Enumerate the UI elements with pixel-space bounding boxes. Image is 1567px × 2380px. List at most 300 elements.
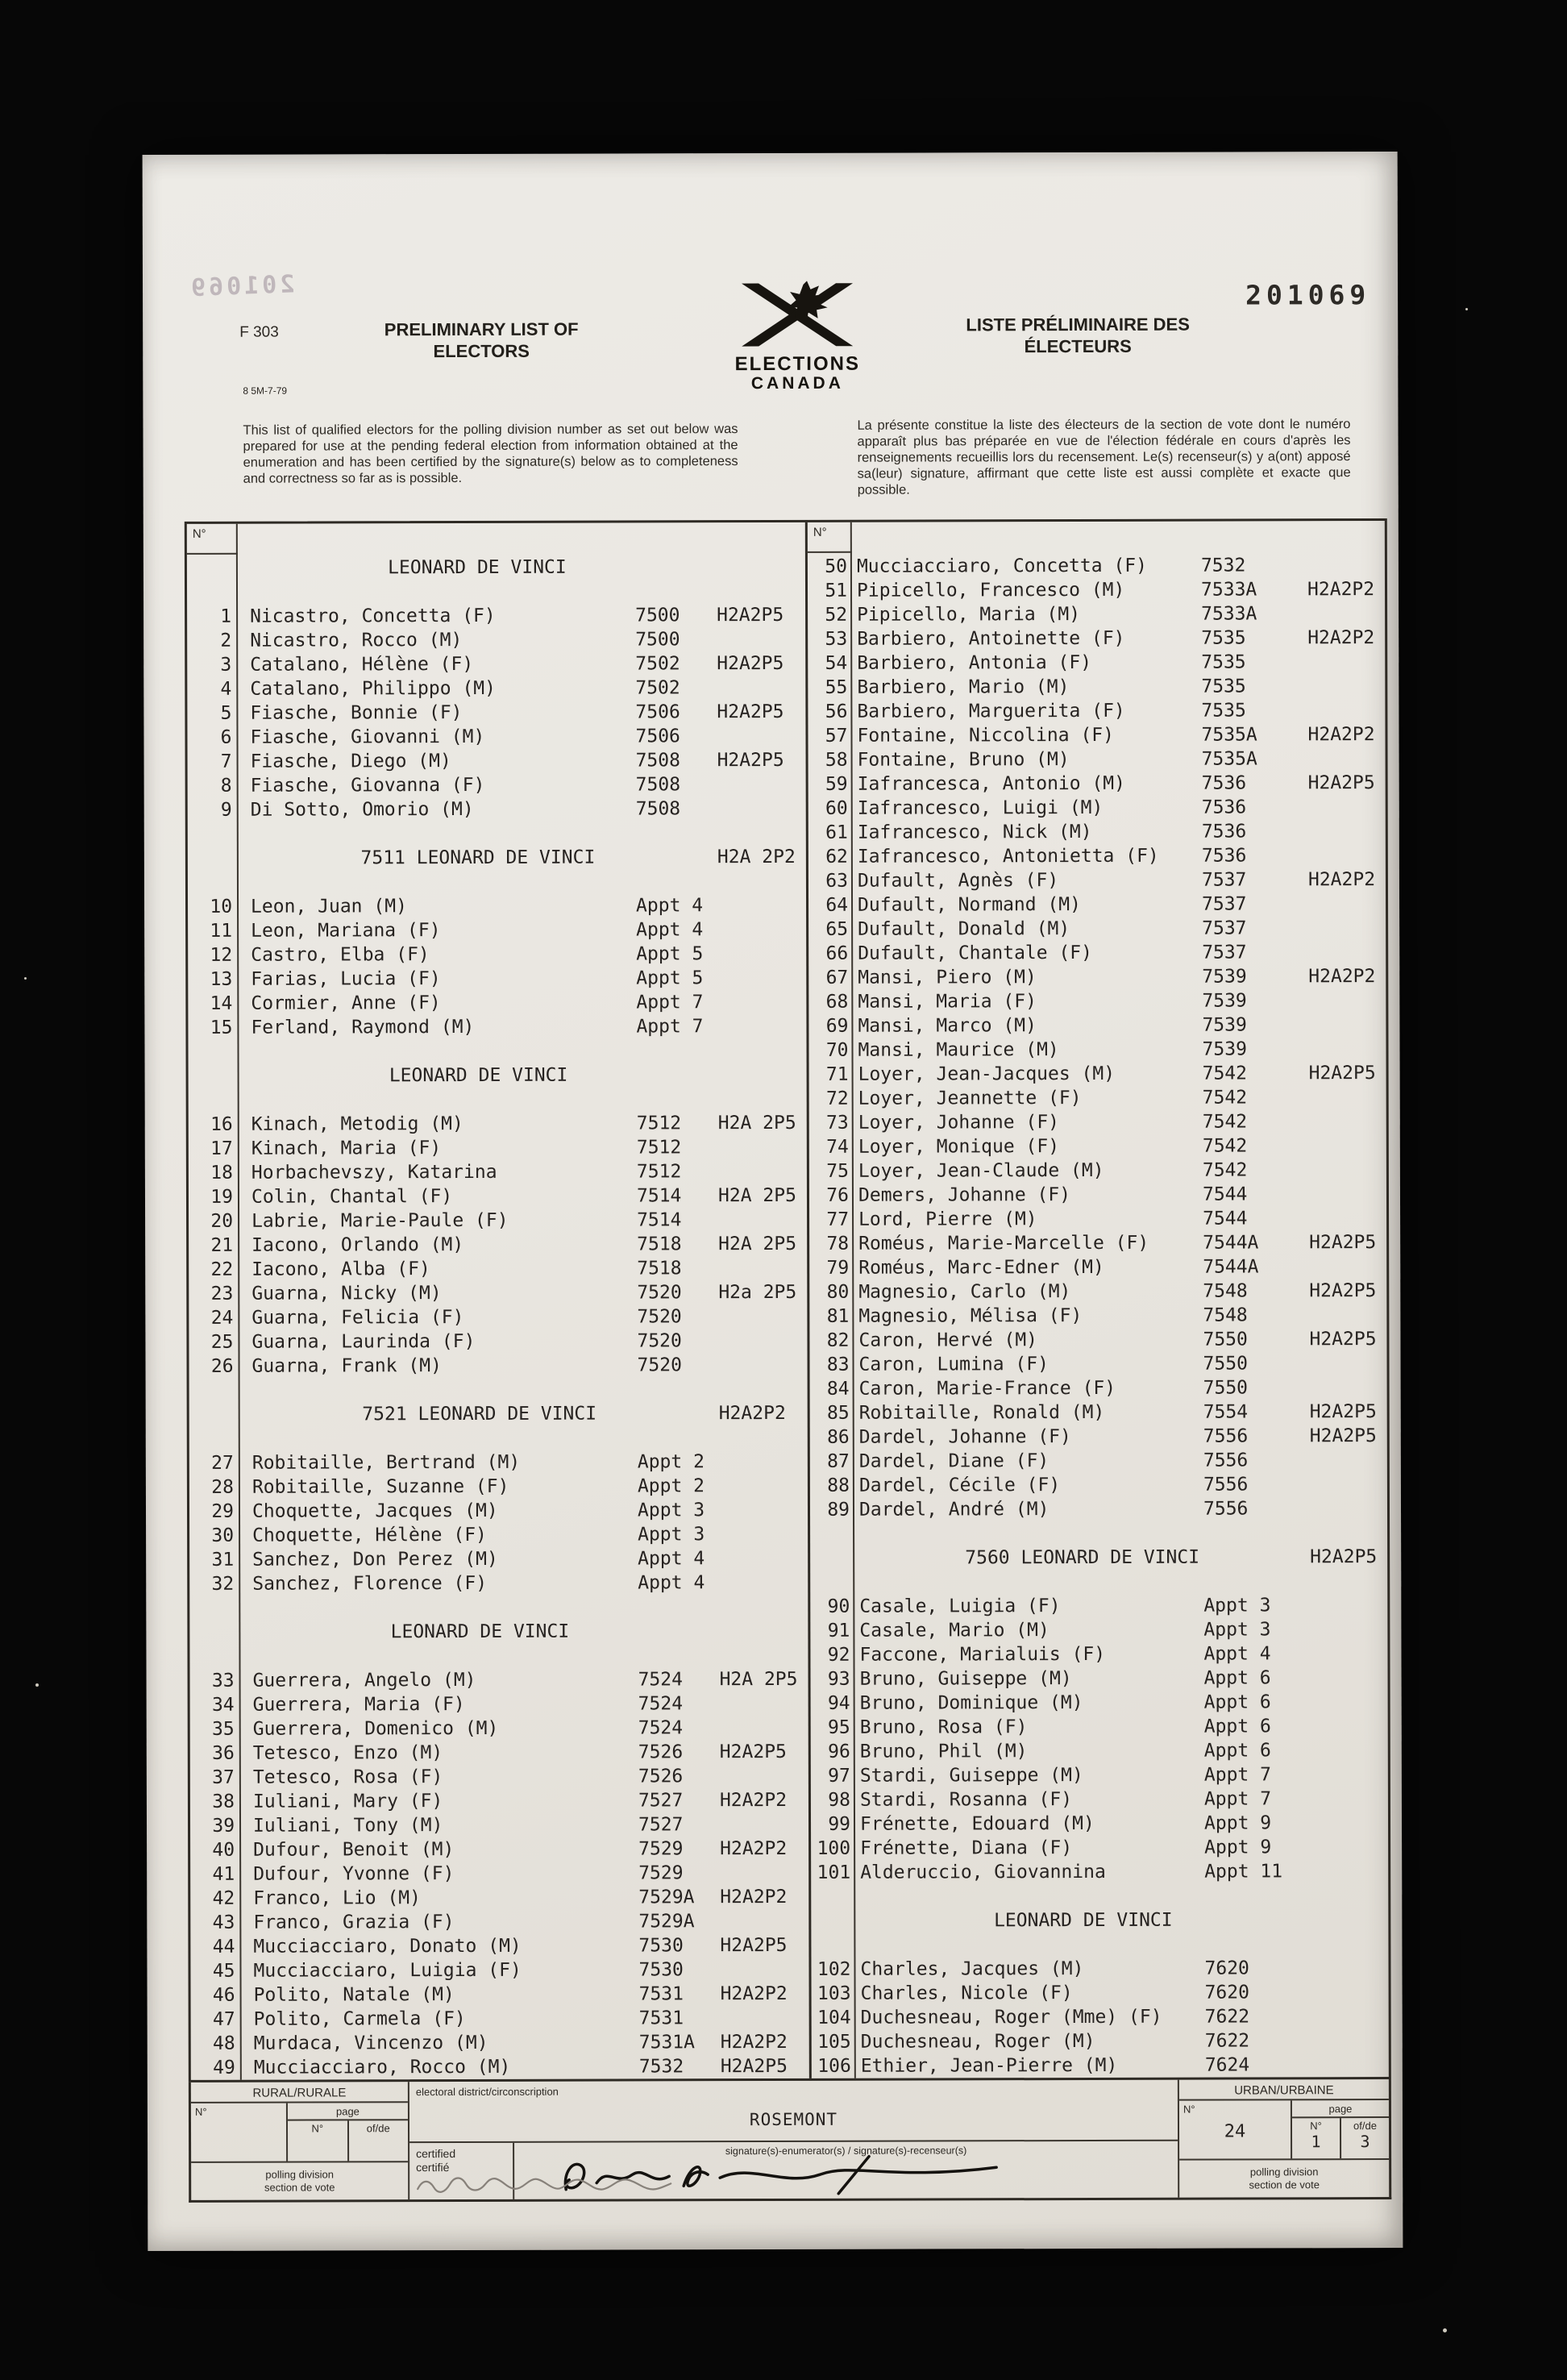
- urban-no-cell: [1179, 2100, 1292, 2158]
- spacer: [189, 1403, 240, 1427]
- postal-code: [719, 1498, 810, 1522]
- postal-code: [718, 1353, 809, 1377]
- postal-code: [717, 724, 808, 748]
- elector-number: 77: [826, 1209, 850, 1230]
- elector-number: 33: [211, 1670, 235, 1691]
- elector-row: [808, 988, 1390, 1014]
- street-or-apt-number: 7526: [638, 1741, 684, 1763]
- postal-code: H2A2P5: [1309, 1425, 1377, 1447]
- postal-code: H2A 2P5: [717, 1112, 796, 1134]
- elector-row: [809, 1085, 1391, 1111]
- elector-number: 65: [825, 918, 849, 940]
- elector-name: Charles, Nicole (F): [860, 1983, 1073, 2004]
- dust-speck: [35, 1683, 39, 1687]
- elector-row: [812, 2053, 1394, 2078]
- street-or-apt-number: 7535: [1201, 700, 1246, 722]
- elector-row: [191, 2030, 809, 2056]
- street-or-apt-number: 7508: [635, 798, 681, 820]
- elector-row: [808, 819, 1390, 845]
- elector-name: Mucciacciaro, Luigia (F): [253, 1959, 522, 1982]
- elector-row: [187, 676, 805, 701]
- postal-code: H2A2P5: [717, 701, 784, 723]
- street-or-apt-number: 7529A: [638, 1887, 695, 1908]
- street-or-apt-number: 7520: [637, 1306, 682, 1328]
- elector-name: Pipicello, Maria (M): [857, 603, 1081, 626]
- street-or-apt-number: 7537: [1202, 917, 1247, 939]
- postal-code: [1310, 1472, 1392, 1496]
- section-postal-code: H2A2P5: [1310, 1546, 1378, 1568]
- postal-code: H2A2P5: [717, 652, 784, 675]
- spacer-row: [189, 1595, 808, 1621]
- street-or-apt-number: 7536: [1201, 772, 1247, 794]
- postal-code: [1311, 1835, 1393, 1859]
- elector-number: 82: [826, 1329, 850, 1351]
- postal-code: [717, 797, 808, 821]
- elector-name: Stardi, Guiseppe (M): [859, 1764, 1083, 1787]
- elector-number: 106: [817, 2055, 851, 2077]
- right-column: [808, 521, 1394, 2078]
- elector-row: [189, 1208, 807, 1234]
- postal-code: [719, 1571, 810, 1595]
- elector-row: [190, 1933, 808, 1959]
- spacer: [811, 1909, 855, 1933]
- title-french-line2: ÉLECTEURS: [1024, 335, 1132, 357]
- elector-row: [190, 1740, 808, 1766]
- spacer-row: [811, 1932, 1393, 1958]
- elector-number: 79: [826, 1257, 850, 1279]
- elector-name: Nicastro, Rocco (M): [250, 630, 463, 651]
- ofde-label: of/de: [1353, 2120, 1377, 2132]
- elector-number: 73: [826, 1112, 849, 1134]
- elector-row: [812, 1980, 1394, 2006]
- street-or-apt-number: 7512: [636, 1113, 682, 1134]
- elector-name: Sanchez, Florence (F): [252, 1572, 488, 1595]
- dust-speck: [1443, 2328, 1447, 2332]
- elector-row: [808, 843, 1390, 869]
- elector-name: Tetesco, Rosa (F): [252, 1766, 443, 1788]
- elector-name: Caron, Lumina (F): [858, 1354, 1049, 1375]
- elector-row: [189, 1474, 808, 1500]
- postal-code: [1307, 674, 1390, 698]
- elector-name: Alderuccio, Giovannina: [860, 1861, 1106, 1883]
- elector-name: Bruno, Rosa (F): [859, 1716, 1028, 1738]
- postal-code: [717, 917, 808, 942]
- elector-name: Caron, Marie-France (F): [858, 1377, 1116, 1400]
- elector-name: Guarna, Felicia (F): [251, 1307, 464, 1329]
- elector-row: [810, 1641, 1392, 1667]
- elector-number: 58: [825, 749, 848, 771]
- elector-name: Frénette, Edouard (M): [859, 1812, 1095, 1835]
- postal-code: [720, 1764, 811, 1788]
- street-or-apt-number: 7556: [1203, 1498, 1249, 1520]
- elector-number: 83: [826, 1354, 850, 1375]
- elector-row: [808, 916, 1390, 942]
- postal-code: H2A2P2: [1307, 627, 1375, 649]
- title-english: [326, 318, 636, 362]
- no-label: N°: [311, 2122, 324, 2135]
- elector-number: 39: [212, 1815, 235, 1837]
- street-or-apt-number: 7539: [1202, 1014, 1247, 1036]
- elector-row: [808, 1037, 1390, 1063]
- elector-row: [812, 2028, 1394, 2054]
- elector-row: [808, 553, 1390, 579]
- elector-name: Catalano, Hélène (F): [250, 653, 474, 676]
- elector-row: [810, 1448, 1392, 1474]
- elector-row: [808, 674, 1390, 700]
- elector-row: [810, 1496, 1392, 1522]
- postal-code: [718, 1256, 809, 1280]
- elector-row: [189, 1522, 808, 1548]
- section-header-text: LEONARD DE VINCI: [390, 1621, 570, 1643]
- street-or-apt-number: 7542: [1202, 1063, 1248, 1084]
- elector-name: Fiasche, Giovanna (F): [250, 774, 485, 797]
- elector-name: Mansi, Maria (F): [858, 991, 1037, 1013]
- postal-code: H2A2P5: [720, 1934, 788, 1957]
- elector-row: [189, 1498, 808, 1524]
- elector-number: 61: [825, 822, 848, 843]
- print-run-code: 8 5M-7-79: [243, 385, 288, 397]
- postal-code: [717, 627, 808, 651]
- elector-row: [190, 1764, 808, 1790]
- elector-name: Polito, Carmela (F): [253, 2008, 466, 2030]
- elector-name: Kinach, Metodig (M): [251, 1113, 463, 1135]
- elector-row: [808, 747, 1390, 772]
- elector-number: 10: [210, 896, 233, 917]
- elector-number: 69: [825, 1015, 849, 1037]
- elector-number: 78: [826, 1233, 850, 1254]
- postal-code: [1309, 1303, 1391, 1327]
- postal-code: [1311, 2028, 1394, 2053]
- section-postal-code: [717, 555, 808, 579]
- street-or-apt-number: 7530: [638, 1935, 684, 1957]
- street-or-apt-number: Appt 3: [638, 1524, 705, 1546]
- postal-code: H2A2P5: [719, 1741, 787, 1763]
- spacer-row: [189, 1377, 808, 1403]
- polling-division-fr: section de vote: [264, 2181, 335, 2194]
- postal-code: [1308, 1013, 1390, 1037]
- elector-row: [811, 1690, 1393, 1716]
- elector-row: [808, 892, 1390, 917]
- elector-number: 104: [817, 2007, 851, 2028]
- elector-number: 81: [826, 1305, 850, 1327]
- elector-name: Loyer, Jean-Claude (M): [858, 1159, 1104, 1182]
- elector-name: Colin, Chantal (F): [251, 1186, 453, 1208]
- street-or-apt-number: 7535A: [1201, 748, 1257, 770]
- street-or-apt-number: 7508: [635, 774, 681, 796]
- postal-code: [1311, 1690, 1393, 1714]
- street-or-apt-number: 7550: [1203, 1353, 1248, 1375]
- certification-footer: [189, 2079, 1391, 2203]
- form-code: F 303: [239, 323, 279, 341]
- elector-row: [190, 1667, 808, 1693]
- elector-name: Fiasche, Bonnie (F): [250, 702, 463, 724]
- street-or-apt-number: 7556: [1203, 1474, 1249, 1496]
- street-or-apt-number: Appt 4: [1203, 1643, 1271, 1665]
- elector-number: 23: [210, 1283, 234, 1304]
- elector-row: [190, 1716, 808, 1741]
- spacer-row: [188, 1038, 806, 1064]
- street-or-apt-number: 7556: [1203, 1425, 1249, 1447]
- elector-number: 17: [210, 1138, 233, 1159]
- elector-row: [809, 1230, 1391, 1256]
- postal-code: H2A 2P5: [717, 1184, 796, 1207]
- postal-code: [1309, 1085, 1391, 1109]
- postal-code: [1308, 916, 1390, 940]
- elector-row: [188, 797, 806, 822]
- title-english-line2: ELECTORS: [433, 340, 530, 362]
- elector-row: [189, 1184, 807, 1209]
- postal-code: [1311, 2004, 1394, 2028]
- elector-number: 87: [827, 1450, 850, 1472]
- postal-code: H2A2P5: [1308, 1063, 1376, 1084]
- postal-code: [717, 990, 808, 1014]
- spacer-row: [187, 579, 805, 605]
- spacer-row: [188, 821, 806, 847]
- elector-row: [191, 2054, 809, 2080]
- elector-number: 19: [210, 1186, 234, 1208]
- elector-name: Franco, Grazia (F): [253, 1912, 455, 1933]
- elector-row: [189, 1280, 807, 1306]
- postal-code: H2A2P5: [1309, 1401, 1377, 1423]
- elector-number: 30: [211, 1525, 235, 1546]
- section-header-row: [189, 1063, 807, 1088]
- elector-number: 100: [817, 1837, 851, 1859]
- elector-name: Barbiero, Antoinette (F): [857, 627, 1125, 650]
- elector-number: 34: [211, 1694, 235, 1716]
- street-or-apt-number: 7622: [1204, 2006, 1250, 2028]
- elector-number: 93: [827, 1668, 850, 1690]
- left-column: [187, 522, 812, 2080]
- postal-code: [717, 942, 808, 966]
- elector-row: [808, 868, 1390, 893]
- elector-name: Mansi, Piero (M): [858, 967, 1037, 988]
- spacer-row: [188, 869, 806, 895]
- elector-name: Robitaille, Ronald (M): [858, 1401, 1105, 1424]
- street-or-apt-number: 7524: [638, 1669, 683, 1691]
- elector-name: Guerrera, Domenico (M): [252, 1717, 499, 1740]
- postal-code: [1310, 1496, 1392, 1521]
- section-header-row: [811, 1908, 1393, 1933]
- street-or-apt-number: Appt 5: [636, 943, 704, 965]
- elector-number: 57: [825, 725, 848, 747]
- elector-number: 14: [210, 992, 233, 1014]
- dust-speck: [24, 977, 27, 980]
- street-or-apt-number: 7535: [1201, 676, 1246, 697]
- ghost-stamp: 201069: [187, 270, 296, 303]
- elector-name: Farias, Lucia (F): [251, 968, 441, 990]
- elector-row: [810, 1617, 1392, 1643]
- elector-row: [191, 1982, 809, 2008]
- elector-row: [189, 1329, 807, 1354]
- postal-code: [1308, 795, 1390, 819]
- street-or-apt-number: 7537: [1201, 869, 1247, 891]
- postal-code: [1307, 553, 1390, 577]
- section-header-row: [189, 1619, 808, 1645]
- signature-row: [409, 2141, 1178, 2199]
- street-or-apt-number: Appt 7: [1203, 1764, 1271, 1786]
- elector-number: 70: [825, 1039, 849, 1061]
- elector-name: Fontaine, Niccolina (F): [857, 724, 1115, 747]
- urban-number-cells: [1179, 2100, 1389, 2161]
- elector-row: [810, 1400, 1392, 1425]
- postal-code: H2A2P5: [1309, 1329, 1377, 1350]
- postal-code: [720, 1812, 811, 1837]
- street-or-apt-number: Appt 4: [636, 919, 704, 941]
- postal-code: H2A2P2: [720, 1837, 788, 1860]
- street-or-apt-number: 7620: [1204, 1982, 1249, 2003]
- street-or-apt-number: 7500: [635, 605, 680, 626]
- elector-row: [189, 1111, 807, 1137]
- no-label: N°: [1183, 2103, 1195, 2116]
- elector-number: 103: [817, 1983, 851, 2004]
- street-or-apt-number: 7542: [1202, 1111, 1248, 1133]
- postal-code: [1311, 1811, 1393, 1835]
- street-or-apt-number: Appt 3: [1203, 1595, 1271, 1616]
- polling-division-label: [191, 2162, 408, 2200]
- elector-row: [187, 627, 805, 653]
- postal-code: [718, 1208, 809, 1232]
- urban-no-value: 24: [1224, 2121, 1246, 2142]
- street-or-apt-number: Appt 9: [1204, 1837, 1272, 1858]
- elector-number: 80: [826, 1281, 850, 1303]
- postal-code: H2A2P2: [720, 1983, 788, 2005]
- elector-number: 66: [825, 942, 849, 964]
- electors-table: [185, 518, 1391, 2082]
- elector-name: Duchesneau, Roger (Mme) (F): [860, 2006, 1162, 2028]
- elector-row: [188, 748, 806, 774]
- elector-name: Fiasche, Diego (M): [250, 751, 451, 772]
- spacer: [189, 1621, 240, 1645]
- elector-number: 26: [210, 1355, 234, 1377]
- postal-code: [1308, 747, 1390, 771]
- elector-name: Loyer, Jeannette (F): [858, 1087, 1082, 1109]
- postal-code: [719, 1474, 810, 1498]
- elector-name: Cormier, Anne (F): [251, 992, 441, 1014]
- street-or-apt-number: 7544: [1203, 1208, 1248, 1230]
- no-label: N°: [194, 2105, 207, 2118]
- postal-code: [720, 1909, 811, 1933]
- elector-name: Guarna, Frank (M): [251, 1355, 442, 1377]
- urban-page-no-subcell: [1292, 2118, 1341, 2158]
- elector-number: 29: [211, 1500, 235, 1522]
- elector-name: Ethier, Jean-Pierre (M): [860, 2054, 1118, 2077]
- elector-row: [188, 772, 806, 798]
- postal-code: H2A2P5: [717, 749, 784, 772]
- elector-number: 49: [213, 2057, 235, 2078]
- elector-row: [189, 1450, 808, 1475]
- street-or-apt-number: 7537: [1202, 893, 1247, 915]
- street-or-apt-number: 7502: [635, 677, 680, 699]
- elector-row: [810, 1424, 1392, 1450]
- postal-code: [718, 1329, 809, 1353]
- elector-row: [808, 698, 1390, 724]
- postal-code: H2A2P5: [1309, 1280, 1377, 1302]
- elector-row: [809, 1182, 1391, 1208]
- elector-row: [809, 1303, 1391, 1329]
- elector-row: [811, 1859, 1393, 1885]
- street-or-apt-number: 7536: [1201, 797, 1247, 818]
- elector-name: Caron, Hervé (M): [858, 1329, 1038, 1351]
- elector-row: [187, 603, 805, 629]
- elector-number: 43: [212, 1912, 235, 1933]
- elector-row: [188, 942, 806, 967]
- elector-name: Loyer, Jean-Jacques (M): [858, 1063, 1116, 1085]
- elector-row: [809, 1351, 1391, 1377]
- section-header-row: [188, 845, 806, 871]
- district-cell: [409, 2080, 1178, 2143]
- document-page: [143, 152, 1403, 2251]
- street-or-apt-number: 7531: [638, 1983, 684, 2005]
- elector-number: 71: [825, 1063, 849, 1085]
- postal-code: [721, 2006, 812, 2030]
- elector-number: 67: [825, 967, 849, 988]
- elector-name: Faccone, Marialuis (F): [859, 1643, 1106, 1666]
- section-header-row: [810, 1545, 1392, 1571]
- section-header-text: LEONARD DE VINCI: [994, 1909, 1173, 1932]
- elector-name: Iuliani, Mary (F): [252, 1791, 443, 1812]
- urban-page-total: 3: [1360, 2132, 1370, 2152]
- elector-row: [190, 1691, 808, 1717]
- postal-code: [1310, 1593, 1392, 1617]
- elector-number: 38: [212, 1791, 235, 1812]
- elector-row: [187, 651, 805, 677]
- elector-name: Frénette, Diana (F): [860, 1837, 1073, 1859]
- postal-code: [720, 1861, 811, 1885]
- street-or-apt-number: 7533A: [1200, 579, 1257, 601]
- postal-code: [1310, 1448, 1392, 1472]
- street-or-apt-number: 7532: [1200, 555, 1246, 576]
- elector-number: 76: [826, 1184, 850, 1206]
- elector-name: Iuliani, Tony (M): [252, 1815, 443, 1837]
- postal-code: [1311, 1980, 1394, 2004]
- elector-number: 68: [825, 991, 849, 1013]
- postal-code: [1310, 1375, 1392, 1400]
- postal-code: [1309, 1182, 1391, 1206]
- elector-number: 9: [220, 799, 232, 821]
- elector-row: [809, 1279, 1391, 1304]
- title-french: [931, 314, 1224, 358]
- spacer-row: [810, 1521, 1392, 1546]
- elector-name: Di Sotto, Omorio (M): [250, 798, 474, 821]
- section-header-text: 7521 LEONARD DE VINCI: [362, 1403, 597, 1425]
- elector-name: Mansi, Maurice (M): [858, 1039, 1059, 1061]
- elector-name: Dufault, Normand (M): [858, 893, 1082, 916]
- street-or-apt-number: 7542: [1202, 1087, 1248, 1109]
- street-or-apt-number: 7527: [638, 1814, 684, 1836]
- elector-name: Dufault, Chantale (F): [858, 942, 1093, 964]
- street-or-apt-number: 7542: [1202, 1135, 1248, 1157]
- no-column-header: N°: [808, 522, 852, 553]
- urban-page-number: 1: [1311, 2132, 1321, 2152]
- spacer: [188, 847, 239, 871]
- postal-code: [1308, 843, 1390, 868]
- street-or-apt-number: 7526: [638, 1766, 684, 1787]
- elector-row: [190, 1837, 808, 1862]
- street-or-apt-number: 7539: [1202, 990, 1247, 1012]
- elector-number: 22: [210, 1259, 234, 1280]
- section-header-text: LEONARD DE VINCI: [389, 1064, 568, 1087]
- elector-name: Pipicello, Francesco (M): [856, 579, 1125, 601]
- elector-number: 36: [212, 1742, 235, 1764]
- postal-code: [1311, 1787, 1393, 1811]
- street-or-apt-number: Appt 7: [636, 1016, 704, 1038]
- spacer: [810, 1546, 854, 1571]
- elector-number: 98: [828, 1789, 850, 1811]
- elector-number: 32: [211, 1573, 235, 1595]
- elector-name: Magnesio, Carlo (M): [858, 1281, 1071, 1303]
- postal-code: [719, 1522, 810, 1546]
- street-or-apt-number: Appt 7: [1203, 1788, 1272, 1810]
